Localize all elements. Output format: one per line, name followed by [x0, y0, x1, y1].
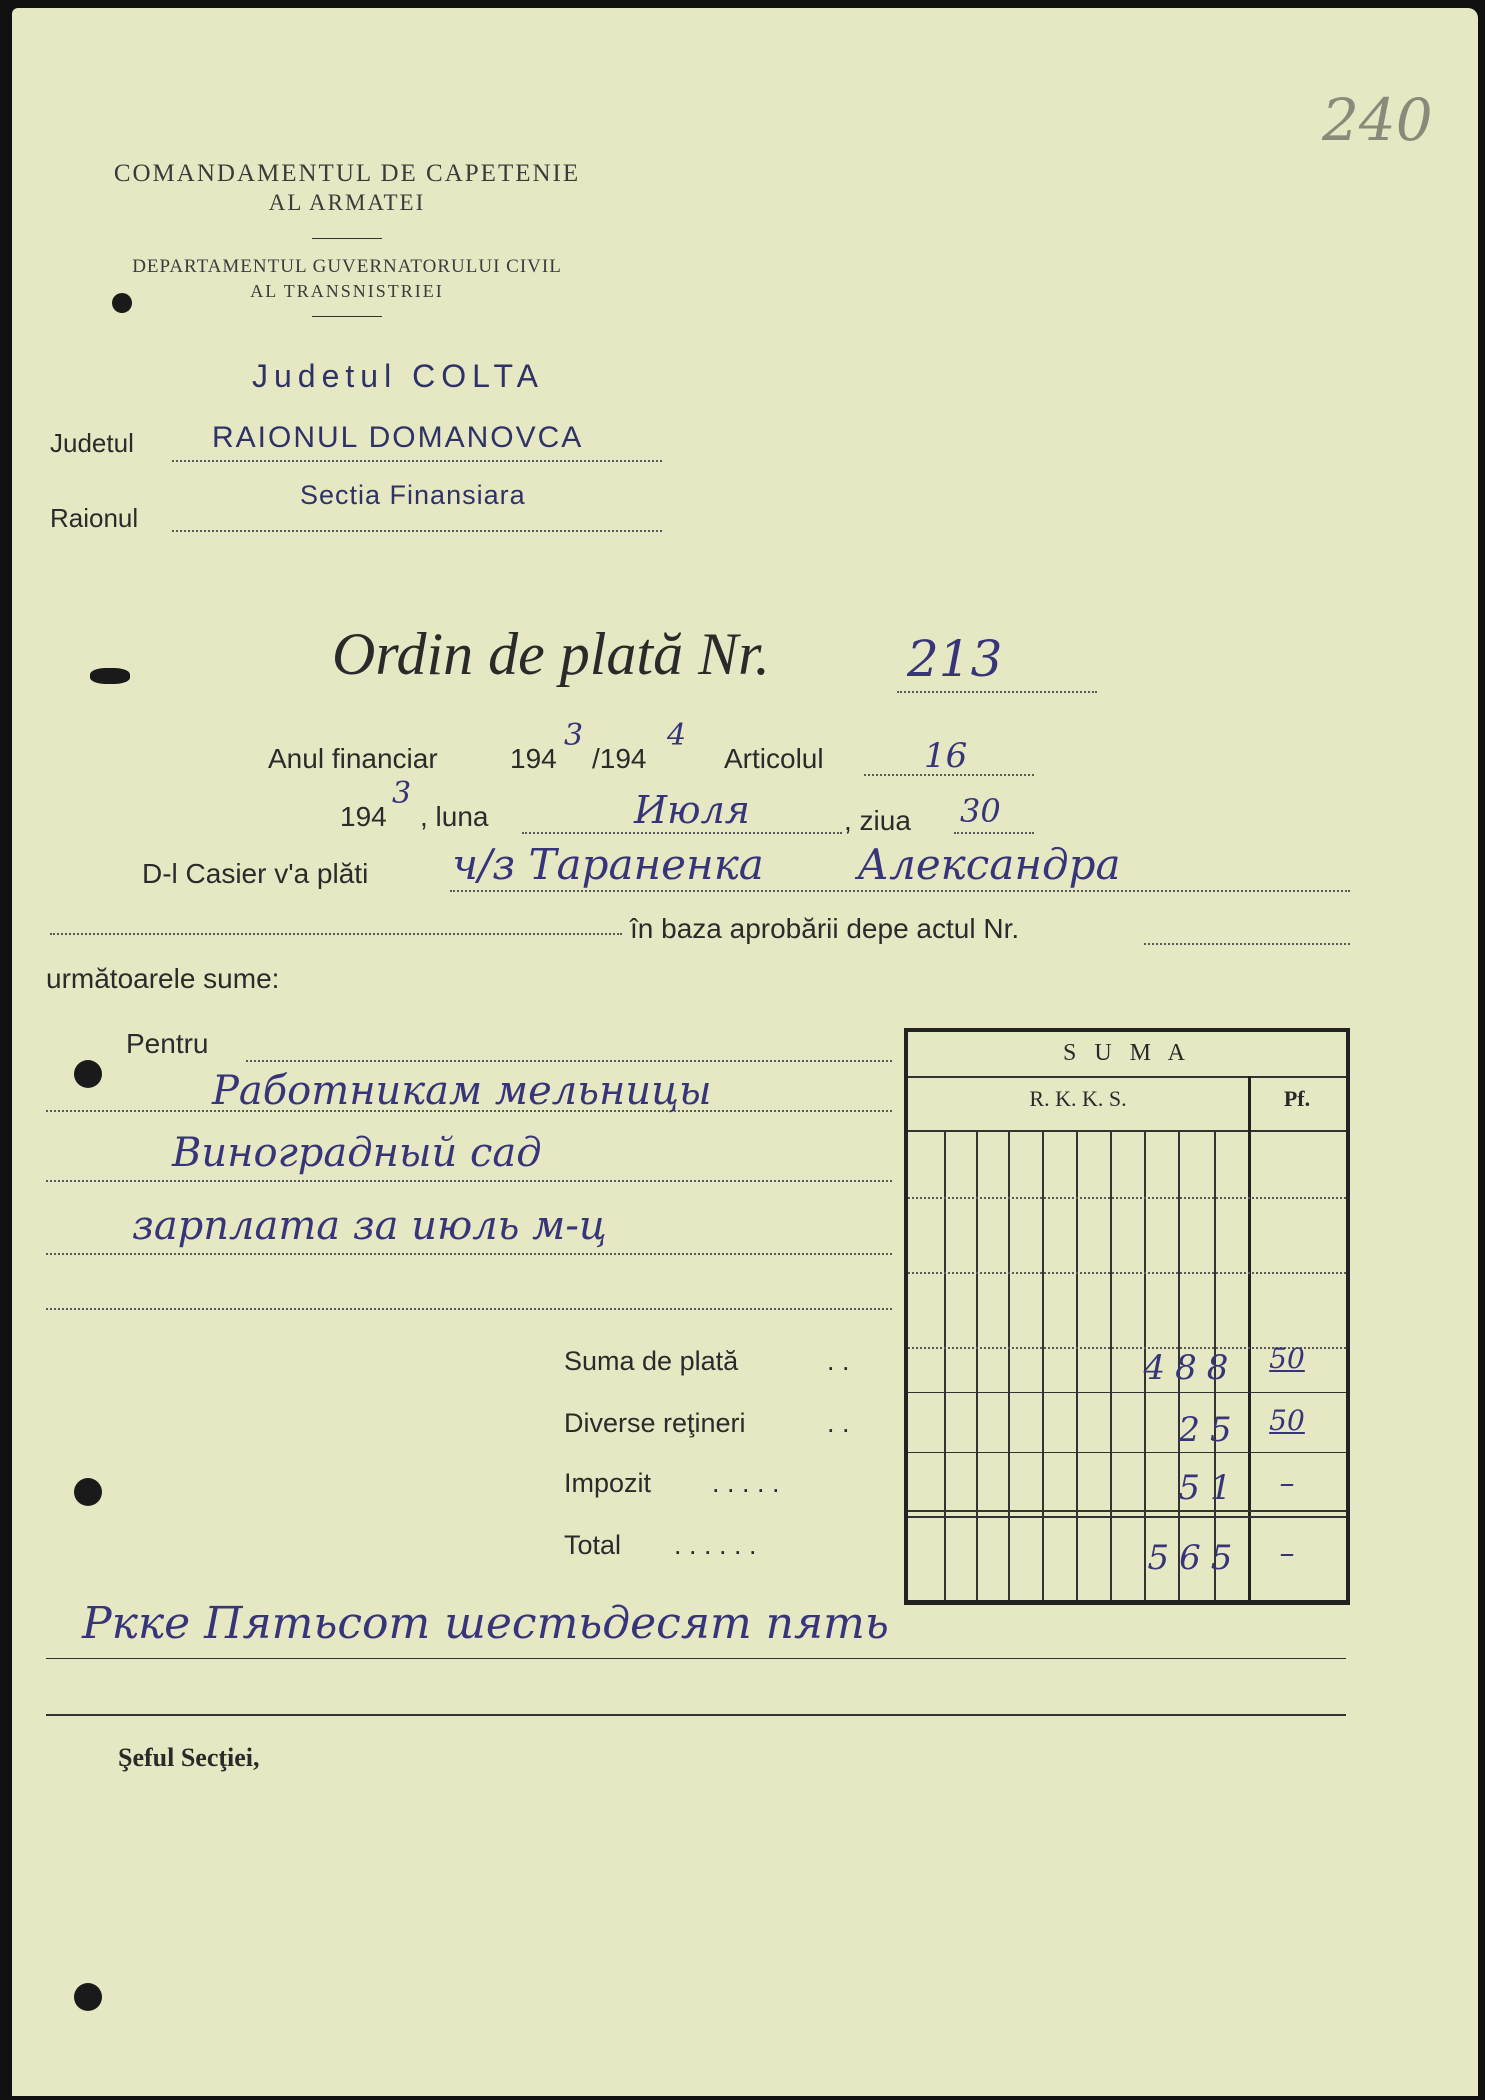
suma-plata-pf: 50 — [1269, 1342, 1305, 1375]
impozit-rk: 51 — [1178, 1468, 1242, 1508]
articolul-label: Articolul — [724, 743, 824, 774]
luna-value: Июля — [634, 788, 750, 832]
order-number-line — [897, 691, 1097, 693]
year-prefix-3: 194 — [340, 801, 387, 832]
raionul-line — [172, 530, 662, 532]
year-3: 3 — [392, 776, 412, 811]
amount-in-words: Ркке Пятьсот шестьдесят пять — [82, 1598, 889, 1649]
sef-label: Şeful Secţiei, — [118, 1743, 260, 1772]
col-rule — [976, 1130, 978, 1600]
casier-label: D-l Casier v'a plăti — [142, 858, 369, 889]
impozit-pf: – — [1279, 1466, 1295, 1501]
ziua-label: , ziua — [844, 805, 911, 836]
purpose-line-3 — [46, 1253, 892, 1255]
suma-header: S U M A — [1062, 1040, 1192, 1066]
stamp-district: RAIONUL DOMANOVCA — [212, 421, 584, 454]
anul-year-1: 3 — [564, 718, 584, 753]
diverse-dots: . . — [827, 1408, 850, 1438]
header-line-2: AL ARMATEI — [268, 190, 426, 215]
anul-label: Anul financiar — [268, 743, 438, 774]
total-dots: . . . . . . — [674, 1530, 757, 1560]
suma-plata-dots: . . — [827, 1346, 850, 1376]
purpose-line-4 — [46, 1308, 892, 1310]
anul-year-prefix-2: /194 — [592, 743, 647, 774]
divider — [312, 238, 382, 239]
ziua-value: 30 — [960, 792, 1001, 830]
raionul-label: Raionul — [50, 503, 139, 533]
stamp-section: Sectia Finansiara — [300, 480, 526, 510]
impozit-label: Impozit — [564, 1468, 652, 1498]
row-rule — [908, 1510, 1346, 1512]
punch-hole — [74, 1060, 102, 1088]
total-rk: 565 — [1147, 1538, 1243, 1578]
anul-year-prefix-1: 194 — [510, 743, 557, 774]
col-rule — [1110, 1130, 1112, 1600]
purpose-text-3: зарплата за июль м-ц — [132, 1203, 607, 1249]
col-rule — [944, 1130, 946, 1600]
diverse-pf: 50 — [1269, 1404, 1305, 1437]
order-title: Ordin de plată Nr. — [332, 621, 770, 687]
stamp-county: Judetul COLTA — [252, 358, 545, 394]
luna-label: , luna — [420, 801, 489, 832]
ziua-line — [954, 832, 1034, 834]
col-rule — [1076, 1130, 1078, 1600]
urmatoarele-label: următoarele sume: — [46, 963, 280, 994]
row-rule — [908, 1452, 1346, 1453]
suma-header-divider — [908, 1076, 1346, 1078]
rkks-header: R. K. K. S. — [1029, 1086, 1127, 1111]
total-label: Total — [564, 1530, 622, 1560]
row-rule — [908, 1272, 1346, 1274]
impozit-dots: . . . . . — [712, 1468, 780, 1498]
punch-hole — [90, 668, 130, 684]
col-rule — [1042, 1130, 1044, 1600]
row-rule — [908, 1516, 1346, 1518]
archive-number: 240 — [1322, 86, 1433, 154]
payment-order-document — [12, 8, 1478, 2096]
luna-line — [522, 832, 842, 834]
row-rule — [908, 1392, 1346, 1393]
suma-plata-label: Suma de plată — [564, 1346, 739, 1376]
amount-words-line-2 — [46, 1714, 1346, 1716]
pentru-line — [246, 1060, 892, 1062]
suma-plata-rk: 488 — [1143, 1348, 1239, 1388]
order-number: 213 — [907, 630, 1003, 688]
amount-words-line — [46, 1658, 1346, 1659]
judetul-label: Judetul — [50, 428, 134, 458]
header-line-3: DEPARTAMENTUL GUVERNATORULUI CIVIL — [132, 256, 562, 277]
col-rule — [1008, 1130, 1010, 1600]
pf-header: Pf. — [1283, 1086, 1311, 1111]
pf-divider — [1248, 1076, 1251, 1600]
anul-year-2: 4 — [667, 718, 687, 753]
suma-table — [904, 1028, 1350, 1605]
baza-prefix-line — [50, 933, 622, 935]
payee-name: ч/з Тараненка Александра — [452, 840, 1121, 889]
purpose-text-1: Работникам мельницы — [212, 1068, 712, 1114]
baza-line — [1144, 943, 1350, 945]
casier-line — [450, 890, 1350, 892]
pentru-label: Pentru — [126, 1028, 209, 1059]
purpose-text-2: Виноградный сад — [172, 1130, 542, 1176]
total-pf: – — [1279, 1536, 1295, 1571]
articolul-value: 16 — [924, 736, 968, 776]
subheader-divider — [908, 1130, 1346, 1132]
punch-hole — [74, 1983, 102, 2011]
judetul-line — [172, 460, 662, 462]
diverse-label: Diverse reţineri — [564, 1408, 746, 1438]
purpose-line-2 — [46, 1180, 892, 1182]
divider — [312, 316, 382, 317]
baza-label: în baza aprobării depe actul Nr. — [630, 913, 1020, 944]
header-line-4: AL TRANSNISTRIEI — [250, 281, 444, 301]
diverse-rk: 25 — [1178, 1410, 1242, 1450]
header-line-1: COMANDAMENTUL DE CAPETENIE — [113, 160, 581, 187]
punch-hole — [74, 1478, 102, 1506]
row-rule — [908, 1197, 1346, 1199]
